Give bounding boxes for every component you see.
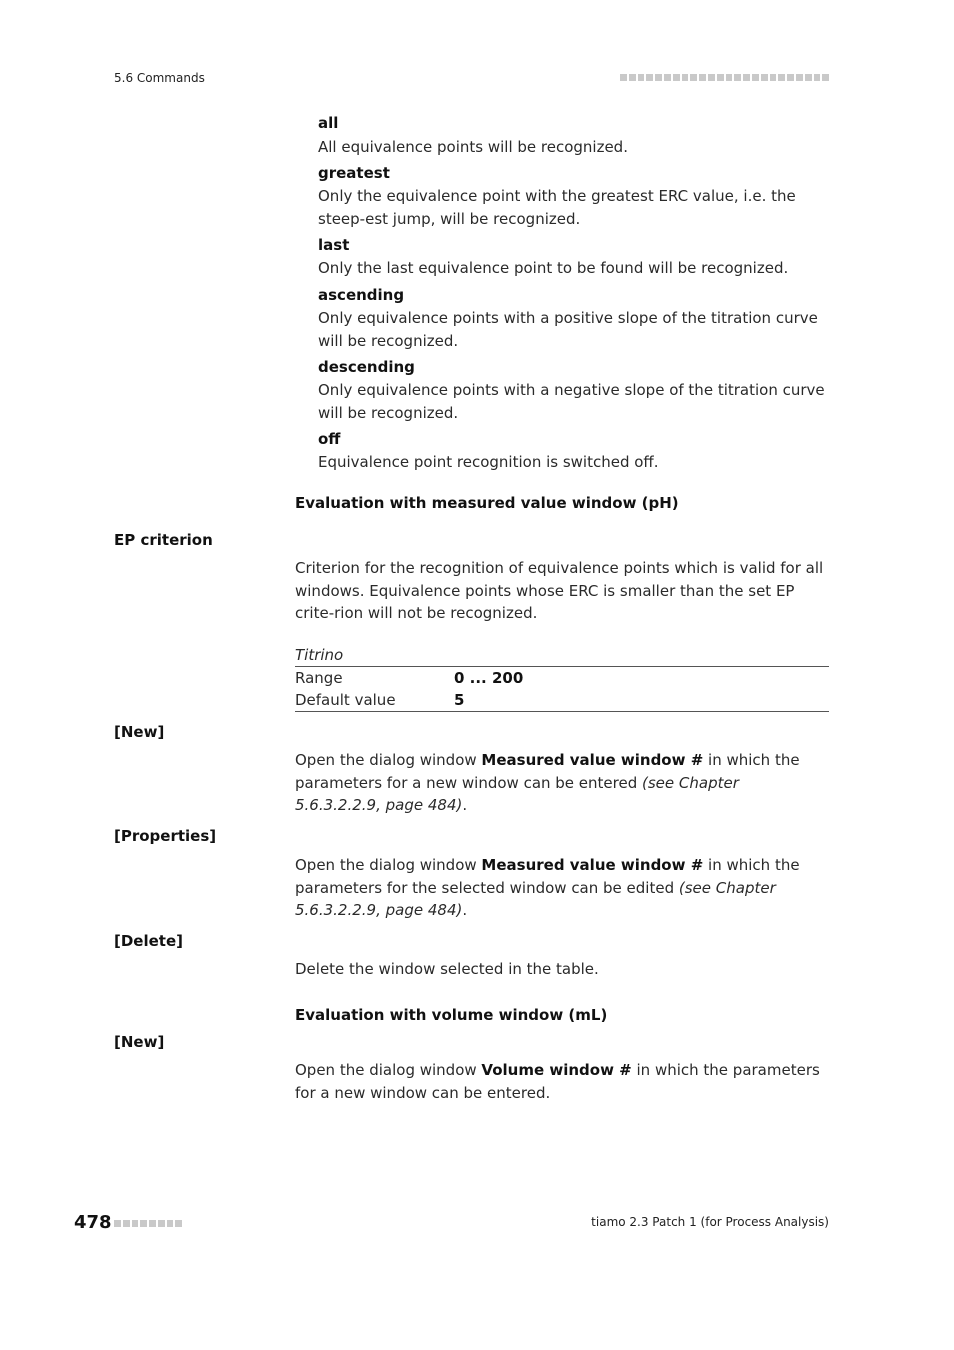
ep-criterion-table [295, 645, 829, 712]
new-button-desc: Open the dialog window Measured value window # in which the parameters for a new window can be entered (see Chapter 5.6.3.2.2.9, page 484). [295, 751, 800, 814]
new-volume-button-desc: Open the dialog window Volume window # in which the parameters for a new window can be entered. [295, 1061, 820, 1102]
chapter-reference: (see Chapter 5.6.3.2.2.9, page 484) [295, 773, 739, 814]
header-decoration [620, 74, 829, 81]
table-row-default [295, 689, 829, 712]
footer-decoration [114, 1220, 182, 1227]
option-title-off: off [318, 430, 341, 448]
chapter-reference: (see Chapter 5.6.3.2.2.9, page 484) [295, 878, 776, 919]
table-caption: Titrino [295, 645, 829, 667]
delete-button-label: [Delete] [114, 932, 183, 950]
table-row-range [295, 667, 829, 689]
option-title-all: all [318, 114, 339, 132]
section-heading-measured: Evaluation with measured value window (pH) [295, 494, 679, 512]
option-desc-descending: Only equivalence points with a negative slope of the titration curve will be recognized. [318, 381, 825, 422]
properties-button-label: [Properties] [114, 827, 217, 845]
option-title-greatest: greatest [318, 164, 390, 182]
footer-product: tiamo 2.3 Patch 1 (for Process Analysis) [591, 1215, 829, 1229]
delete-button-desc: Delete the window selected in the table. [295, 960, 599, 978]
default-value: 5 [454, 691, 465, 709]
option-desc-all: All equivalence points will be recognized. [318, 138, 628, 156]
range-value: 0 ... 200 [454, 669, 524, 687]
option-desc-ascending: Only equivalence points with a positive slope of the titration curve will be recognized. [318, 309, 818, 350]
header-section-title: 5.6 Commands [114, 71, 205, 85]
ep-criterion-desc: Criterion for the recognition of equivalence points which is valid for all windows. Equivalence points whose ERC is smaller than the set EP crite-rion will not be recognized. [295, 559, 824, 622]
option-desc-greatest: Only the equivalence point with the greatest ERC value, i.e. the steep-est jump, will be recognized. [318, 187, 796, 228]
properties-button-desc: Open the dialog window Measured value window # in which the parameters for the selected window can be edited (see Chapter 5.6.3.2.2.9, page 484). [295, 856, 800, 919]
range-label: Range [295, 669, 343, 687]
default-label: Default value [295, 691, 396, 709]
page-number: 478 [74, 1212, 112, 1233]
option-title-ascending: ascending [318, 286, 405, 304]
ep-criterion-label: EP criterion [114, 531, 213, 549]
new-volume-button-label: [New] [114, 1033, 165, 1051]
option-desc-off: Equivalence point recognition is switched off. [318, 453, 659, 471]
new-button-label: [New] [114, 723, 165, 741]
option-title-descending: descending [318, 358, 415, 376]
option-desc-last: Only the last equivalence point to be found will be recognized. [318, 259, 789, 277]
option-title-last: last [318, 236, 350, 254]
section-heading-volume: Evaluation with volume window (mL) [295, 1006, 608, 1024]
